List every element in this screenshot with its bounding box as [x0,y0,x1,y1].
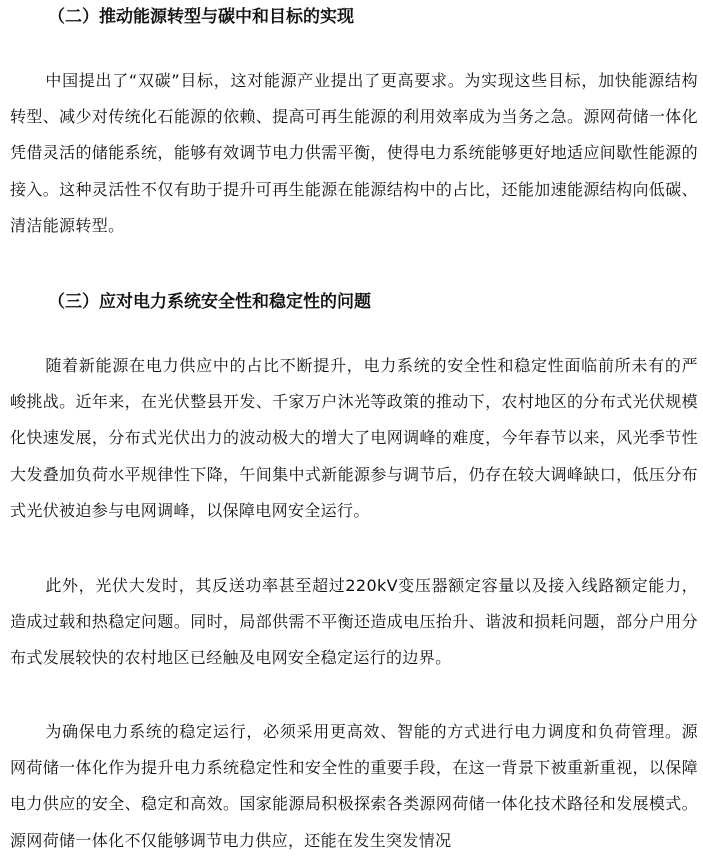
paragraph-text: 为确保电力系统的稳定运行，必须采用更高效、智能的方式进行电力调度和负荷管理。源网荷储一体化作为提升电力系统稳定性和安全性的重要手段，在这一背景下被重新重视，以保障电力供应的安全、稳定和高效。国家能源局积极探索各类源网荷储一体化技术路径和发展模式。源网荷储一体化不仅能够调节电力供应，还能在发生突发情况 [10,722,698,850]
paragraph-text: 随着新能源在电力供应中的占比不断提升，电力系统的安全性和稳定性面临前所未有的严峻挑战。近年来，在光伏整县开发、千家万户沐光等政策的推动下，农村地区的分布式光伏规模化快速发展，分布式光伏出力的波动极大的增大了电网调峰的难度，今年春节以来，风光季节性大发叠加负荷水平规律性下降，午间集中式新能源参与调节后，仍存在较大调峰缺口，低压分布式光伏被迫参与电网调峰，以保障电网安全运行。 [10,356,698,520]
paragraph-text: 此外，光伏大发时，其反送功率甚至超过220kV变压器额定容量以及接入线路额定能力，造成过载和热稳定问题。同时，局部供需不平衡还造成电压抬升、谐波和损耗问题，部分户用分布式发展较快的农村地区已经触及电网安全稳定运行的边界。 [10,576,698,668]
section-heading-3: （三）应对电力系统安全性和稳定性的问题 [48,292,371,312]
paragraph-stability-measures [10,714,698,859]
paragraph-grid-safety [10,348,698,529]
paragraph-text: 中国提出了“双碳”目标，这对能源产业提出了更高要求。为实现这些目标，加快能源结构转型、减少对传统化石能源的依赖、提高可再生能源的利用效率成为当务之急。源网荷储一体化凭借灵活的储能系统，能够有效调节电力供需平衡，使得电力系统能够更好地适应间歇性能源的接入。这种灵活性不仅有助于提升可再生能源在能源结构中的占比，还能加速能源结构向低碳、清洁能源转型。 [10,71,698,235]
paragraph-pv-overload [10,568,698,677]
section-heading-2: （二）推动能源转型与碳中和目标的实现 [48,7,354,27]
paragraph-energy-transition [10,63,698,244]
